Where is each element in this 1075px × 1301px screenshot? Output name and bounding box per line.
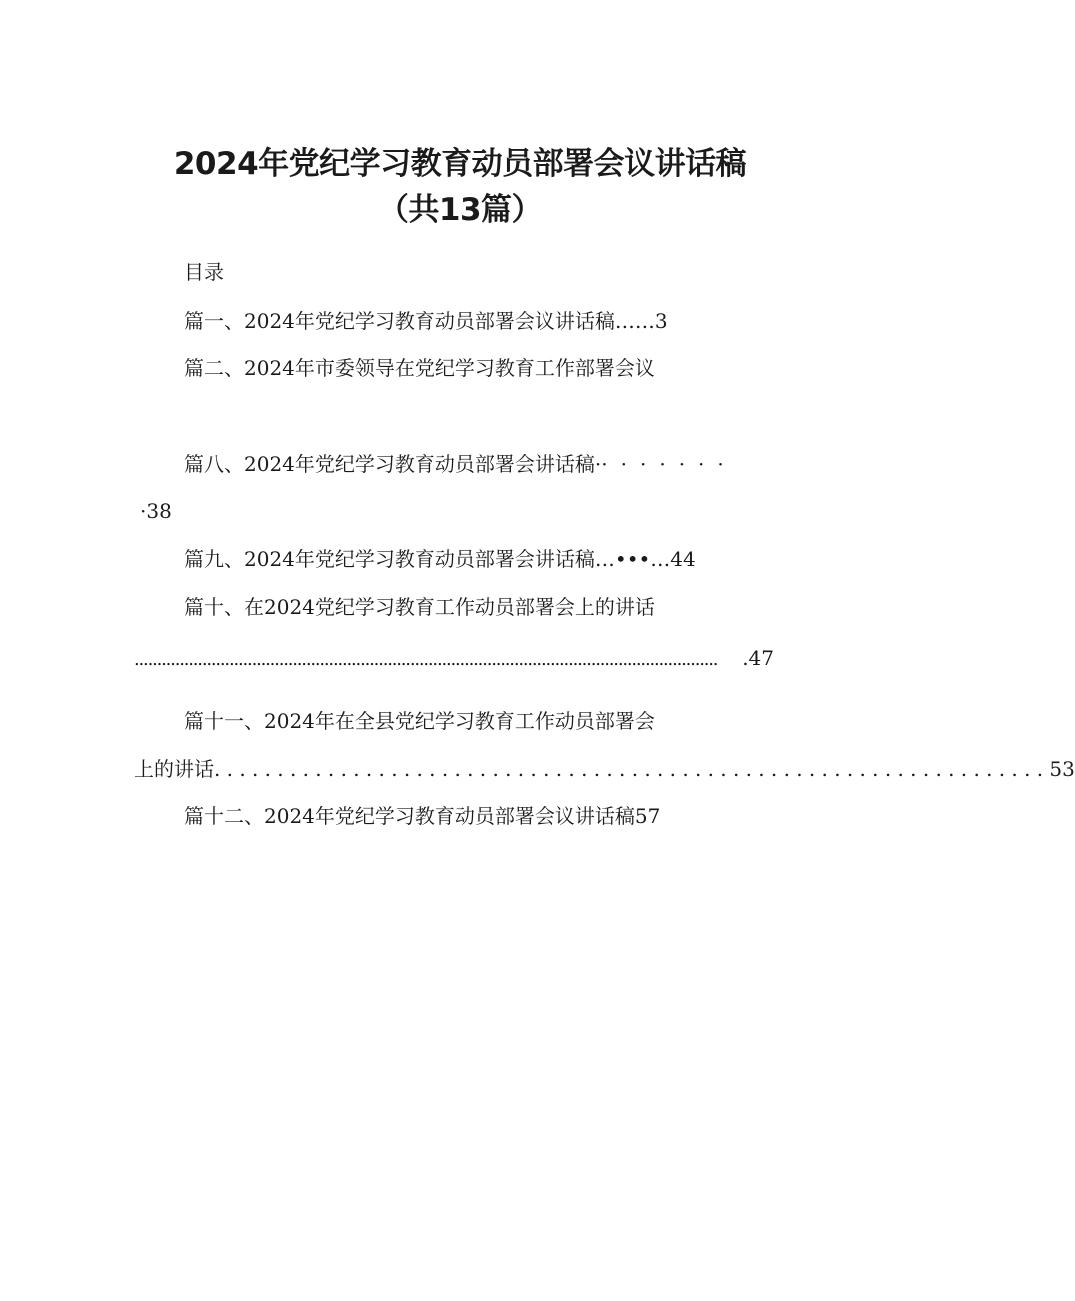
toc-entry-12[interactable]: 篇十二、2024年党纪学习教育动员部署会议讲话稿57: [184, 804, 661, 828]
toc-entry-11-leader: ..................................................................: [214, 757, 1050, 781]
toc-entry-11-leader-row: [134, 756, 1075, 782]
toc-heading: 目录: [184, 260, 224, 284]
toc-entry-10-leader: .................................................................................................................................: [134, 649, 718, 670]
toc-entry-9[interactable]: 篇九、2024年党纪学习教育动员部署会讲话稿…•••…44: [184, 547, 696, 571]
toc-entry-11-page: 53: [1049, 757, 1075, 781]
toc-entry-10[interactable]: 篇十、在2024党纪学习教育工作动员部署会上的讲话: [184, 595, 655, 619]
toc-entry-8-page: ·38: [140, 499, 172, 523]
toc-entry-8-dots: ·······: [601, 452, 737, 476]
toc-entry-8[interactable]: [184, 451, 737, 477]
document-title: 2024年党纪学习教育动员部署会议讲话稿: [173, 146, 747, 182]
toc-entry-1[interactable]: 篇一、2024年党纪学习教育动员部署会议讲话稿……3: [184, 309, 668, 333]
toc-entry-8-title: 篇八、2024年党纪学习教育动员部署会讲话稿·: [184, 452, 602, 476]
document-subtitle: （共13篇）: [377, 192, 543, 228]
toc-entry-2[interactable]: 篇二、2024年市委领导在党纪学习教育工作部署会议: [184, 356, 655, 380]
toc-entry-10-page: .47: [742, 646, 774, 670]
toc-entry-11[interactable]: 篇十一、2024年在全县党纪学习教育工作动员部署会: [184, 709, 655, 733]
toc-entry-11-title-cont: 上的讲话: [134, 757, 214, 781]
toc-entry-10-leader-row: [134, 645, 774, 673]
